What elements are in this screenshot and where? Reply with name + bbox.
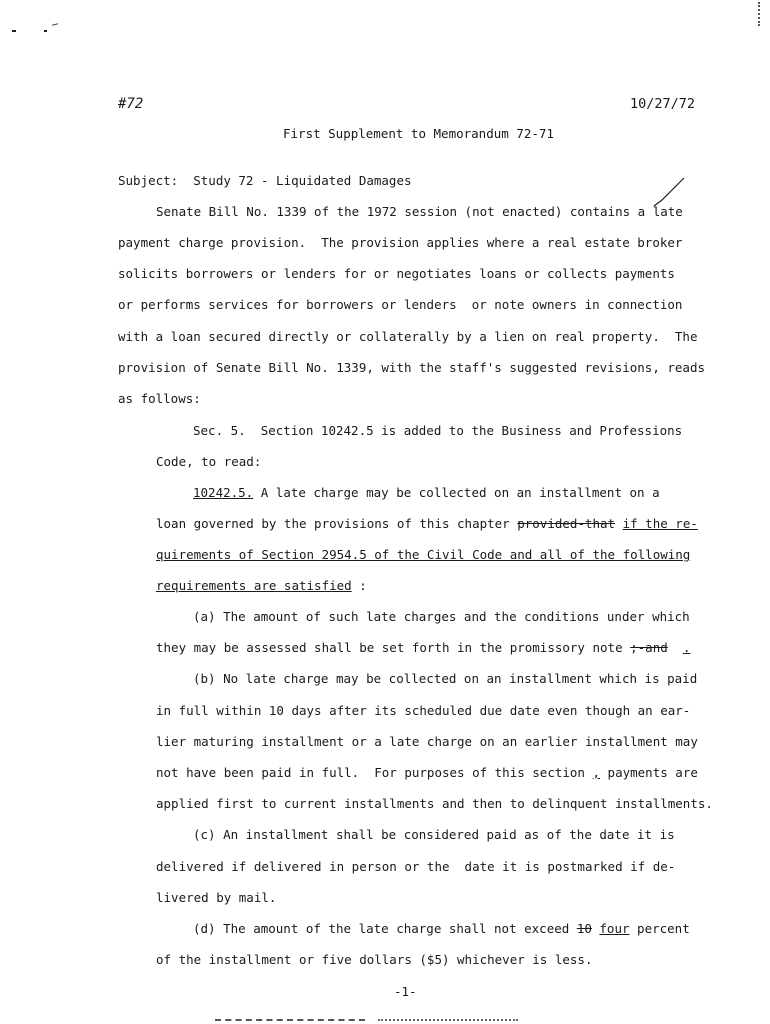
para-b-line-5: applied first to current installments and then to delinquent installments. (156, 796, 713, 811)
page-number: -1- (394, 984, 417, 999)
para-b-text: not have been paid in full. For purposes of this section (156, 765, 593, 780)
statute-text: A late charge may be collected on an installment on a (253, 485, 660, 500)
para-b-line-1: (b) No late charge may be collected on an installment which is paid (193, 671, 698, 686)
deleted-text: 10 (576, 921, 592, 936)
para-d-line-1 (193, 921, 690, 937)
para-c-line-3: livered by mail. (156, 890, 277, 905)
statute-line-4 (156, 578, 367, 594)
para-c-line-2: delivered if delivered in person or the date it is postmarked if de- (156, 859, 676, 874)
subject-line: Subject: Study 72 - Liquidated Damages (118, 173, 412, 188)
memo-date: 10/27/72 (630, 96, 696, 112)
deleted-text: ;-and (630, 640, 668, 655)
para-d-text: percent (629, 921, 690, 936)
scan-speck (52, 23, 58, 26)
section-number: 10242.5. (193, 485, 254, 500)
para-b-text: payments are (600, 765, 698, 780)
para-b-line-2: in full within 10 days after its scheduled due date even though an ear- (156, 703, 691, 718)
scan-edge-line (215, 1019, 365, 1021)
intro-line-7: as follows: (118, 391, 201, 406)
scan-speck (44, 30, 47, 32)
section-line-2: Code, to read: (156, 454, 262, 469)
statute-text: : (351, 578, 367, 593)
scan-speck (758, 2, 762, 26)
para-a-line-2 (156, 640, 690, 656)
inserted-text: , (592, 765, 601, 780)
scan-edge-line (378, 1019, 518, 1021)
statute-text: loan governed by the provisions of this chapter (156, 516, 518, 531)
para-d-text: (d) The amount of the late charge shall not exceed (193, 921, 577, 936)
intro-line-2: payment charge provision. The provision applies where a real estate broker (118, 235, 683, 250)
intro-line-6: provision of Senate Bill No. 1339, with the staff's suggested revisions, reads (118, 360, 705, 375)
scan-speck (12, 30, 16, 32)
intro-line-3: solicits borrowers or lenders for or negotiates loans or collects payments (118, 266, 675, 281)
intro-line-5: with a loan secured directly or collaterally by a lien on real property. The (118, 329, 698, 344)
file-number: #72 (118, 96, 144, 112)
inserted-text: requirements are satisfied (156, 578, 352, 593)
statute-line-3: quirements of Section 2954.5 of the Civil Code and all of the following (156, 547, 691, 562)
inserted-text: four (599, 921, 630, 936)
inserted-text: . (682, 640, 691, 655)
para-b-line-3: lier maturing installment or a late charge on an earlier installment may (156, 734, 698, 749)
statute-line-2 (156, 516, 698, 532)
para-c-line-1: (c) An installment shall be considered paid as of the date it is (193, 827, 675, 842)
para-d-line-2: of the installment or five dollars ($5) whichever is less. (156, 952, 593, 967)
para-a-line-1: (a) The amount of such late charges and the conditions under which (193, 609, 690, 624)
memo-title: First Supplement to Memorandum 72-71 (283, 126, 554, 141)
intro-line-4: or performs services for borrowers or lenders or note owners in connection (118, 297, 683, 312)
deleted-text: provided-that (517, 516, 616, 531)
section-line-1: Sec. 5. Section 10242.5 is added to the Business and Professions (193, 423, 683, 438)
intro-line-1: Senate Bill No. 1339 of the 1972 session (not enacted) contains a late (156, 204, 683, 219)
para-a-text: they may be assessed shall be set forth in the promissory note (156, 640, 631, 655)
statute-line-1 (193, 485, 660, 501)
para-b-line-4 (156, 765, 698, 781)
inserted-text: if the re- (622, 516, 698, 531)
